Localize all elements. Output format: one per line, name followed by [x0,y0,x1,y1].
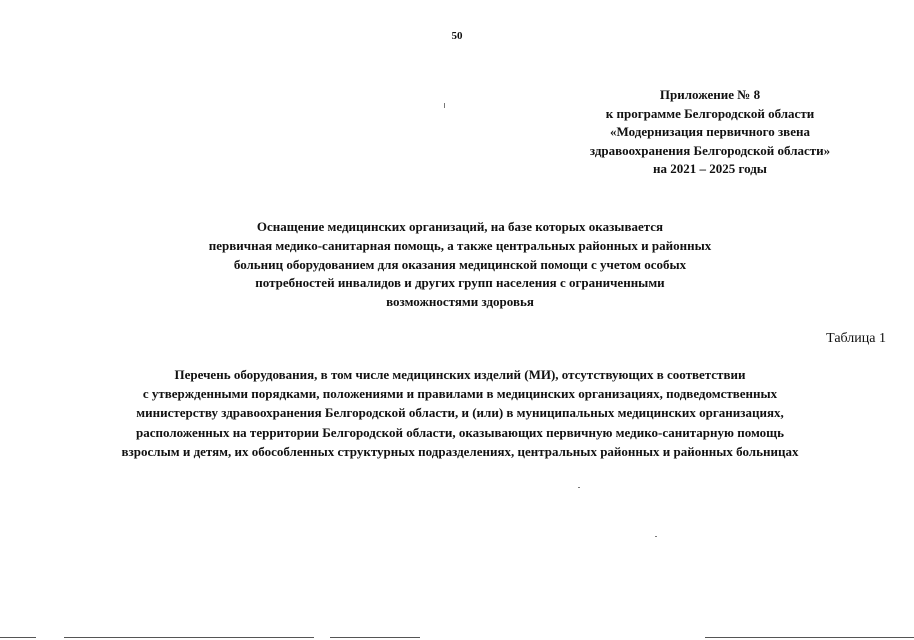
appendix-line: к программе Белгородской области [605,105,815,121]
bottom-rule [330,637,420,638]
table-heading-line: взрослым и детям, их обособленных структурных подразделениях, центральных районных и районных больницах [121,443,799,459]
table-heading-line: расположенных на территории Белгородской области, оказывающих первичную медико-санитарную помощь [136,424,784,440]
section-heading-line: больниц оборудованием для оказания медицинской помощи с учетом особых [233,256,687,272]
section-heading-line: первичная медико-санитарная помощь, а также центральных районных и районных [208,237,712,253]
scan-speck [578,487,580,488]
table-heading-line: с утвержденными порядками, положениями и правилами в медицинских организациях, подведомственных [142,386,778,402]
section-heading-line: возможностями здоровья [386,294,534,310]
appendix-line: Приложение № 8 [659,87,761,102]
table-heading-line: Перечень оборудования, в том числе медицинских изделий (МИ), отсутствующих в соответствии [174,367,746,382]
scan-speck [444,103,445,108]
section-heading [95,218,825,312]
appendix-line: «Модернизация первичного звена [610,124,810,140]
bottom-rule [705,637,914,638]
appendix-block [560,86,860,179]
appendix-line: здравоохранения Белгородской области» [589,142,831,158]
appendix-line: на 2021 – 2025 годы [653,161,767,177]
section-heading-line: Оснащение медицинских организаций, на базе которых оказывается [256,219,664,234]
page-number: 50 [451,30,463,42]
section-heading-line: потребностей инвалидов и других групп населения с ограниченными [255,275,665,291]
table-label: Таблица 1 [826,331,886,346]
bottom-rule [0,637,36,638]
scan-speck [655,536,657,537]
bottom-rule [64,637,314,638]
table-heading [30,365,890,461]
table-heading-line: министерству здравоохранения Белгородской области, и (или) в муниципальных медицинских организациях, [136,405,784,421]
